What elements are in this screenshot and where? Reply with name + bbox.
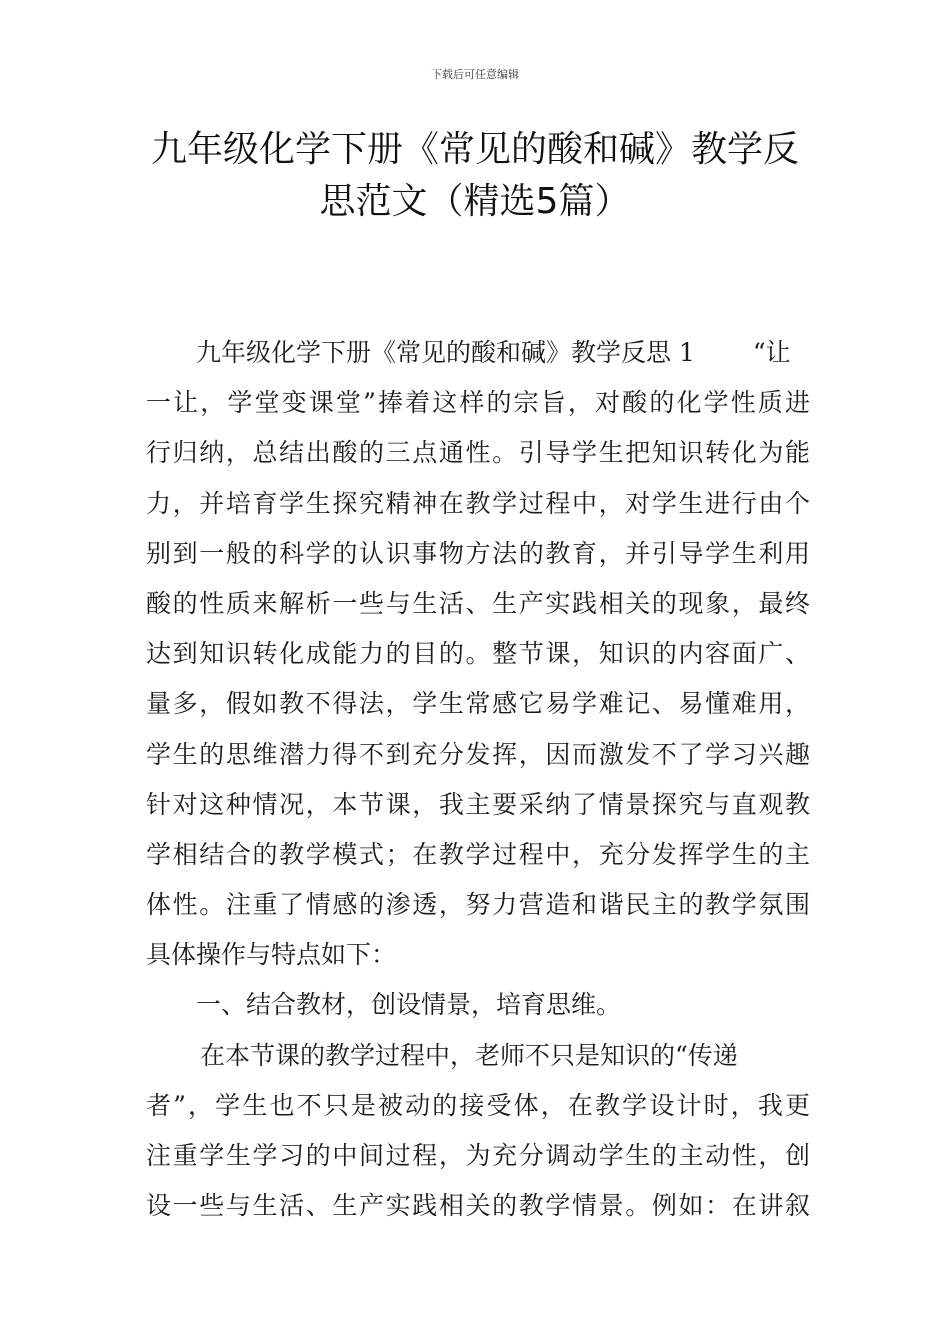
paragraph-1-line: 别到一般的科学的认识事物方法的教育，并引导学生利用 [146,538,810,568]
paragraph-1-line: 一让，学堂变课堂”捧着这样的宗旨，对酸的化学性质进 [146,388,810,418]
paragraph-1-heading: 九年级化学下册《常见的酸和碱》教学反思 1 [196,338,695,367]
paragraph-1-line: 达到知识转化成能力的目的。整节课，知识的内容面广、 [146,639,810,669]
document-body [146,328,810,1231]
paragraph-1-line: 量多，假如教不得法，学生常感它易学难记、易懂难用， [146,689,810,719]
paragraph-3-line: 者”，学生也不只是被动的接受体，在教学设计时，我更 [146,1090,810,1120]
paragraph-1-first-line [146,328,810,378]
paragraph-3-line: 设一些与生活、生产实践相关的教学情景。例如：在讲叙 [146,1191,810,1221]
paragraph-1-line: 酸的性质来解析一些与生活、生产实践相关的现象，最终 [146,588,810,618]
section-heading-1: 一、结合教材，创设情景，培育思维。 [196,990,622,1020]
header-note: 下载后可任意编辑 [431,68,519,81]
paragraph-3-first-line: 在本节课的教学过程中，老师不只是知识的“传递 [200,1040,738,1070]
paragraph-1-line: 行归纳，总结出酸的三点通性。引导学生把知识转化为能 [146,438,810,468]
paragraph-3-line: 注重学生学习的中间过程，为充分调动学生的主动性，创 [146,1141,810,1170]
paragraph-1-line-0: “让 [752,338,791,367]
title-line-2: 思范文（精选5篇） [319,181,631,222]
title-line-1: 九年级化学下册《常见的酸和碱》教学反 [150,129,799,170]
paragraph-1-line: 力，并培育学生探究精神在教学过程中，对学生进行由个 [146,488,810,518]
document-title [140,124,810,228]
paragraph-1-line: 学相结合的教学模式；在教学过程中，充分发挥学生的主 [146,839,810,869]
paragraph-1-last-line: 具体操作与特点如下： [146,940,397,970]
paragraph-1-line: 针对这种情况，本节课，我主要采纳了情景探究与直观教 [146,789,810,819]
paragraph-1-line: 学生的思维潜力得不到充分发挥，因而激发不了学习兴趣 [146,739,810,769]
paragraph-1-line: 体性。注重了情感的渗透，努力营造和谐民主的教学氛围 [146,890,810,920]
